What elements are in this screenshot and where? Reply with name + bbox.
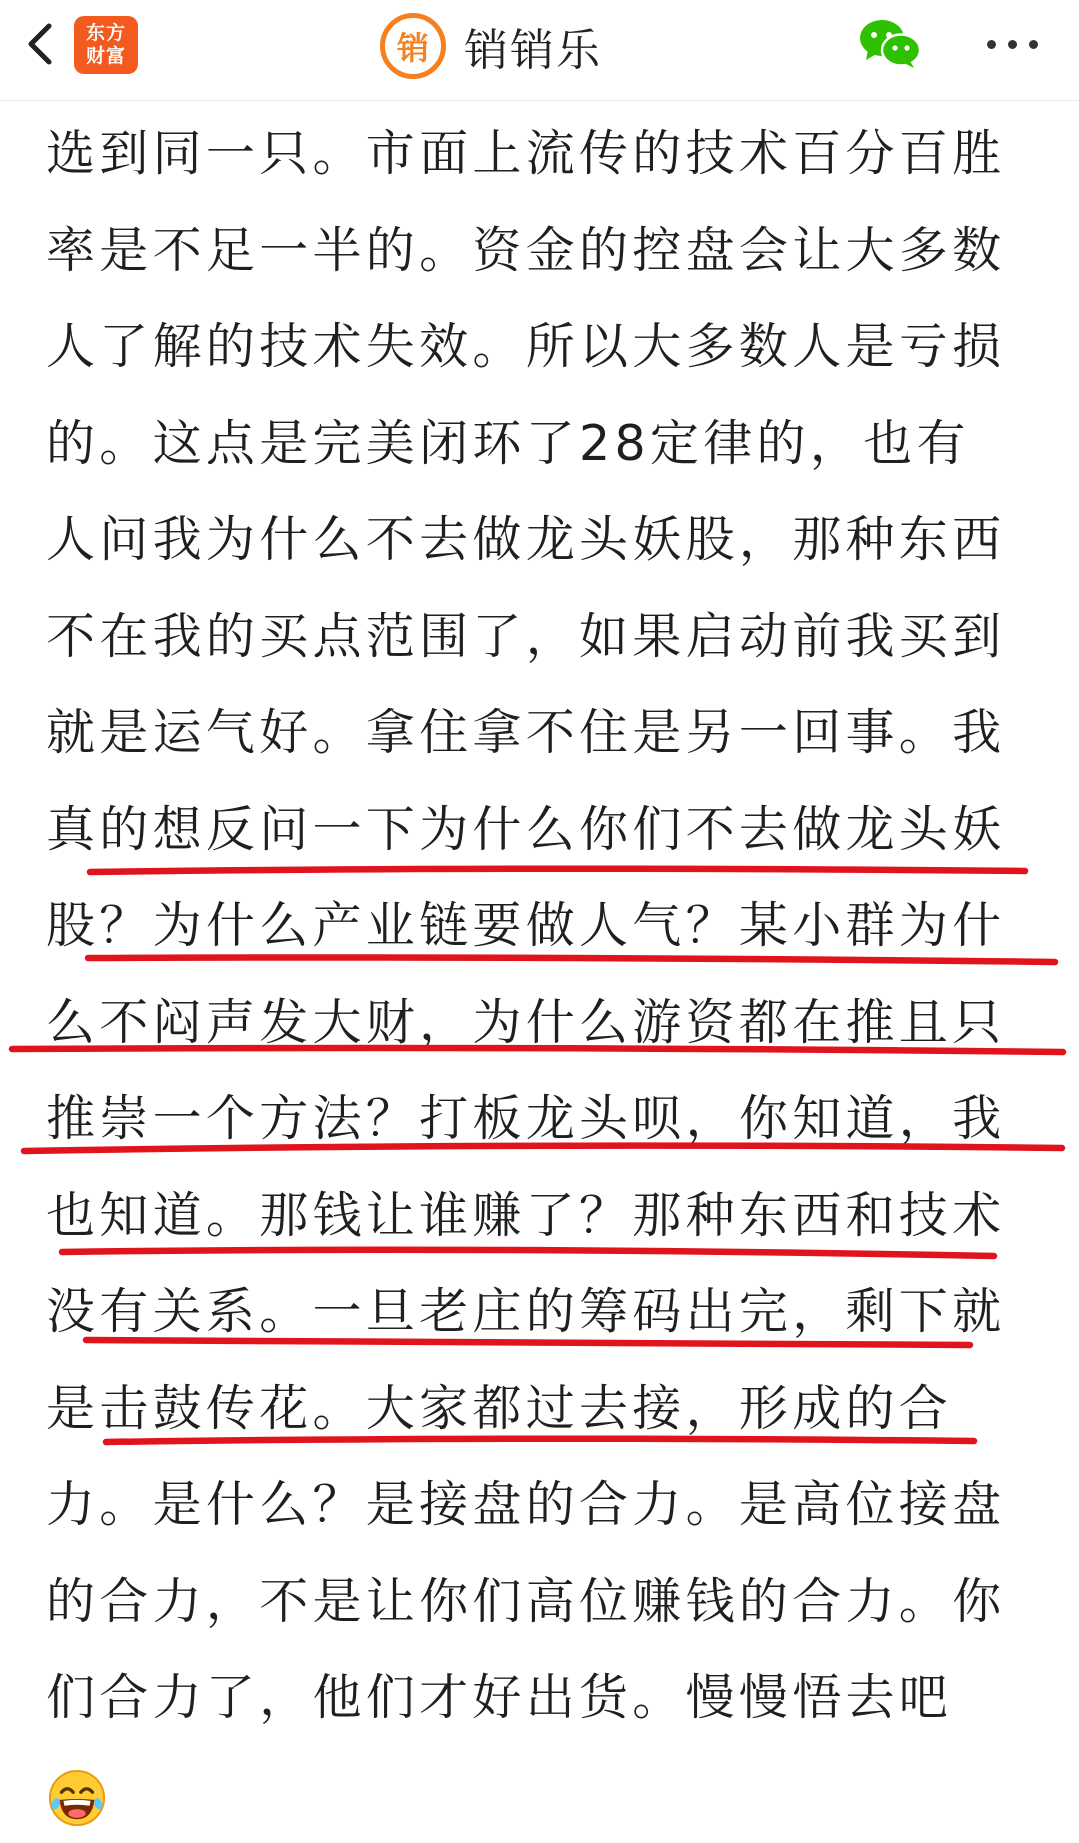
back-arrow-icon (23, 20, 57, 68)
article-line: 率是不足一半的。资金的控盘会让大多数 (46, 203, 1036, 300)
wechat-share-button[interactable] (858, 18, 922, 70)
back-button[interactable] (18, 16, 62, 72)
article-body (46, 106, 1036, 1843)
wechat-icon (858, 18, 922, 70)
article-line: 人了解的技术失效。所以大多数人是亏损 (46, 299, 1036, 396)
more-dot-icon (1029, 40, 1038, 49)
article-line: 就是运气好。拿住拿不住是另一回事。我 (46, 685, 1036, 782)
article-line: 的合力，不是让你们高位赚钱的合力。你 (46, 1554, 1036, 1651)
author-avatar-char: 销 (397, 23, 429, 69)
article-emoji-line (46, 1747, 1036, 1843)
app-logo-text-bottom: 财富 (86, 45, 126, 68)
article-line: 力。是什么？是接盘的合力。是高位接盘 (46, 1457, 1036, 1554)
eastmoney-app-logo[interactable] (74, 16, 138, 74)
article-line: 的。这点是完美闭环了28定律的，也有 (46, 396, 1036, 493)
article-line: 推崇一个方法？打板龙头呗，你知道，我 (46, 1071, 1036, 1168)
article-line: 们合力了，他们才好出货。慢慢悟去吧 (46, 1650, 1036, 1747)
author-name[interactable]: 销销乐 (464, 14, 602, 78)
article-line: 选到同一只。市面上流传的技术百分百胜 (46, 106, 1036, 203)
app-logo-text-top: 东方 (86, 22, 126, 45)
author-title-group[interactable] (380, 14, 602, 78)
more-dot-icon (1008, 40, 1017, 49)
article-line: 真的想反问一下为什么你们不去做龙头妖 (46, 782, 1036, 879)
article-line: 也知道。那钱让谁赚了？那种东西和技术 (46, 1168, 1036, 1265)
top-nav-bar (0, 0, 1079, 100)
laughing-face-icon (48, 1769, 106, 1827)
article-line: 没有关系。一旦老庄的筹码出完，剩下就 (46, 1264, 1036, 1361)
article-line: 么不闷声发大财，为什么游资都在推且只 (46, 975, 1036, 1072)
article-line: 人问我为什么不去做龙头妖股，那种东西 (46, 492, 1036, 589)
article-line: 股？为什么产业链要做人气？某小群为什 (46, 878, 1036, 975)
article-line: 不在我的买点范围了，如果启动前我买到 (46, 589, 1036, 686)
author-avatar[interactable] (380, 13, 446, 79)
more-dot-icon (987, 40, 996, 49)
article-line: 是击鼓传花。大家都过去接，形成的合 (46, 1361, 1036, 1458)
more-options-button[interactable] (976, 20, 1048, 68)
topbar-divider (0, 100, 1079, 101)
